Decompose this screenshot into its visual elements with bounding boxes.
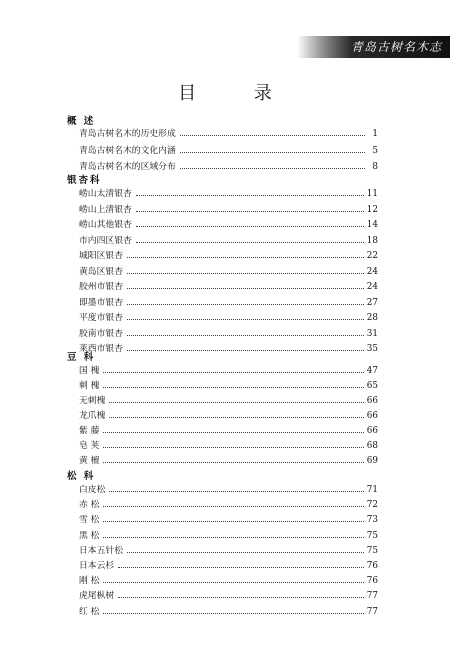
toc-entry[interactable]: [79, 378, 378, 391]
toc-entry-page-number: 28: [366, 313, 378, 323]
toc-entry[interactable]: [79, 363, 378, 376]
toc-entry-label: 莱西市银杏: [79, 344, 123, 354]
dot-leader: [127, 288, 364, 289]
toc-entry-label: 崂山上清银杏: [79, 204, 132, 215]
toc-entry-page-number: 77: [366, 591, 378, 602]
toc-entry-page-number: 47: [366, 366, 378, 376]
toc-entry-label: 城阳区银杏: [79, 251, 123, 261]
toc-entry[interactable]: [79, 295, 378, 308]
toc-entry-page-number: 76: [366, 576, 378, 587]
toc-entry-label: 龙爪槐: [79, 411, 106, 421]
toc-entry-label: 无刺槐: [79, 396, 106, 406]
toc-entry-label: 刚 松: [79, 576, 100, 587]
toc-entry-page-number: 72: [366, 500, 378, 511]
toc-entry-label: 国 槐: [79, 366, 100, 376]
toc-entry[interactable]: [79, 604, 378, 617]
dot-leader: [118, 567, 364, 568]
toc-entry[interactable]: [79, 186, 378, 199]
toc-entry-label: 日本云杉: [79, 561, 115, 571]
toc-entry[interactable]: [79, 558, 378, 571]
toc-entry-label: 黑 松: [79, 530, 100, 541]
dot-leader: [180, 152, 365, 153]
toc-entry-page-number: 27: [366, 297, 378, 308]
toc-entry[interactable]: [79, 497, 378, 510]
toc-entry-page-number: 1: [372, 129, 378, 139]
toc-entry[interactable]: [79, 573, 378, 586]
toc-entry-page-number: 24: [366, 266, 378, 277]
dot-leader: [136, 211, 364, 212]
toc-entry-page-number: 68: [366, 441, 378, 451]
toc-entry[interactable]: [79, 482, 378, 495]
toc-entry[interactable]: [79, 543, 378, 556]
section-title-overview: 概 述: [67, 116, 96, 127]
toc-entry-page-number: 75: [366, 530, 378, 541]
toc-entry[interactable]: [79, 202, 378, 215]
toc-entry-label: 皂 荚: [79, 441, 100, 451]
dot-leader: [127, 552, 364, 553]
toc-entry-label: 平度市银杏: [79, 313, 123, 323]
toc-entry-page-number: 24: [366, 282, 378, 292]
dot-leader: [103, 387, 363, 388]
dot-leader: [103, 447, 363, 448]
toc-entry[interactable]: [79, 588, 378, 601]
dot-leader: [103, 372, 363, 373]
toc-entry-page-number: 14: [366, 220, 378, 230]
toc-entry-label: 虎尾枞树: [79, 591, 115, 602]
section-title-legume: 豆 科: [67, 352, 96, 363]
dot-leader: [109, 402, 363, 403]
dot-leader: [103, 462, 363, 463]
dot-leader: [136, 242, 364, 243]
toc-entry[interactable]: [79, 326, 378, 339]
toc-entry-page-number: 12: [366, 204, 378, 215]
toc-entry-page-number: 76: [366, 561, 378, 571]
toc-entry-label: 紫 藤: [79, 426, 100, 436]
toc-entry[interactable]: [79, 341, 378, 354]
toc-entry-page-number: 8: [372, 162, 378, 172]
toc-entry[interactable]: [79, 126, 378, 139]
toc-entry[interactable]: [79, 279, 378, 292]
dot-leader: [127, 335, 364, 336]
toc-entry[interactable]: [79, 159, 378, 172]
toc-entry-label: 胶州市银杏: [79, 282, 123, 292]
toc-entry-label: 雪 松: [79, 515, 100, 526]
page-title: 目 录: [178, 83, 298, 104]
toc-entry-label: 日本五针松: [79, 545, 123, 556]
toc-entry[interactable]: [79, 438, 378, 451]
toc-entry-label: 崂山太清银杏: [79, 189, 132, 199]
dot-leader: [109, 491, 363, 492]
toc-entry-label: 赤 松: [79, 500, 100, 511]
toc-entry-page-number: 11: [366, 189, 378, 199]
dot-leader: [127, 350, 364, 351]
toc-entry[interactable]: [79, 453, 378, 466]
toc-entry[interactable]: [79, 217, 378, 230]
toc-entry[interactable]: [79, 512, 378, 525]
toc-entry[interactable]: [79, 143, 378, 156]
dot-leader: [103, 506, 363, 507]
dot-leader: [127, 304, 364, 305]
dot-leader: [180, 135, 365, 136]
dot-leader: [127, 319, 364, 320]
toc-entry[interactable]: [79, 423, 378, 436]
toc-entry[interactable]: [79, 528, 378, 541]
toc-entry-page-number: 71: [366, 485, 378, 495]
toc-entry-page-number: 5: [372, 145, 378, 156]
dot-leader: [136, 195, 364, 196]
toc-entry-label: 市内四区银杏: [79, 235, 132, 246]
dot-leader: [103, 537, 363, 538]
toc-entry-page-number: 77: [366, 606, 378, 617]
toc-entry-label: 青岛古树名木的区域分布: [79, 162, 176, 172]
toc-entry[interactable]: [79, 393, 378, 406]
dot-leader: [127, 273, 364, 274]
toc-entry-label: 青岛古树名木的文化内涵: [79, 145, 176, 156]
toc-entry-page-number: 73: [366, 515, 378, 526]
toc-entry-page-number: 66: [366, 426, 378, 436]
toc-entry-label: 胶南市银杏: [79, 328, 123, 339]
toc-entry[interactable]: [79, 310, 378, 323]
toc-entry-label: 黄岛区银杏: [79, 266, 123, 277]
toc-entry-page-number: 75: [366, 545, 378, 556]
dot-leader: [103, 432, 363, 433]
toc-entry-label: 即墨市银杏: [79, 297, 123, 308]
toc-entry-label: 红 松: [79, 606, 100, 617]
dot-leader: [103, 613, 363, 614]
toc-entry-page-number: 18: [366, 235, 378, 246]
toc-entry[interactable]: [79, 248, 378, 261]
dot-leader: [103, 582, 363, 583]
running-header-title: 青岛古树名木志: [350, 40, 442, 54]
toc-entry-label: 青岛古树名木的历史形成: [79, 129, 176, 139]
dot-leader: [118, 597, 364, 598]
section-title-ginkgo: 银杏科: [67, 175, 102, 186]
toc-entry[interactable]: [79, 264, 378, 277]
dot-leader: [103, 521, 363, 522]
toc-entry-label: 刺 槐: [79, 381, 100, 391]
section-title-pine: 松 科: [67, 471, 96, 482]
dot-leader: [127, 257, 364, 258]
toc-entry[interactable]: [79, 233, 378, 246]
toc-entry-page-number: 35: [366, 344, 378, 354]
toc-entry[interactable]: [79, 408, 378, 421]
toc-entry-label: 白皮松: [79, 485, 106, 495]
toc-entry-page-number: 66: [366, 411, 378, 421]
dot-leader: [109, 417, 363, 418]
dot-leader: [136, 226, 364, 227]
dot-leader: [180, 168, 365, 169]
toc-entry-page-number: 69: [366, 456, 378, 466]
toc-entry-label: 崂山其他银杏: [79, 220, 132, 230]
toc-entry-page-number: 22: [366, 251, 378, 261]
toc-entry-page-number: 65: [366, 381, 378, 391]
toc-entry-page-number: 31: [366, 328, 378, 339]
toc-entry-page-number: 66: [366, 396, 378, 406]
toc-entry-label: 黄 檀: [79, 456, 100, 466]
